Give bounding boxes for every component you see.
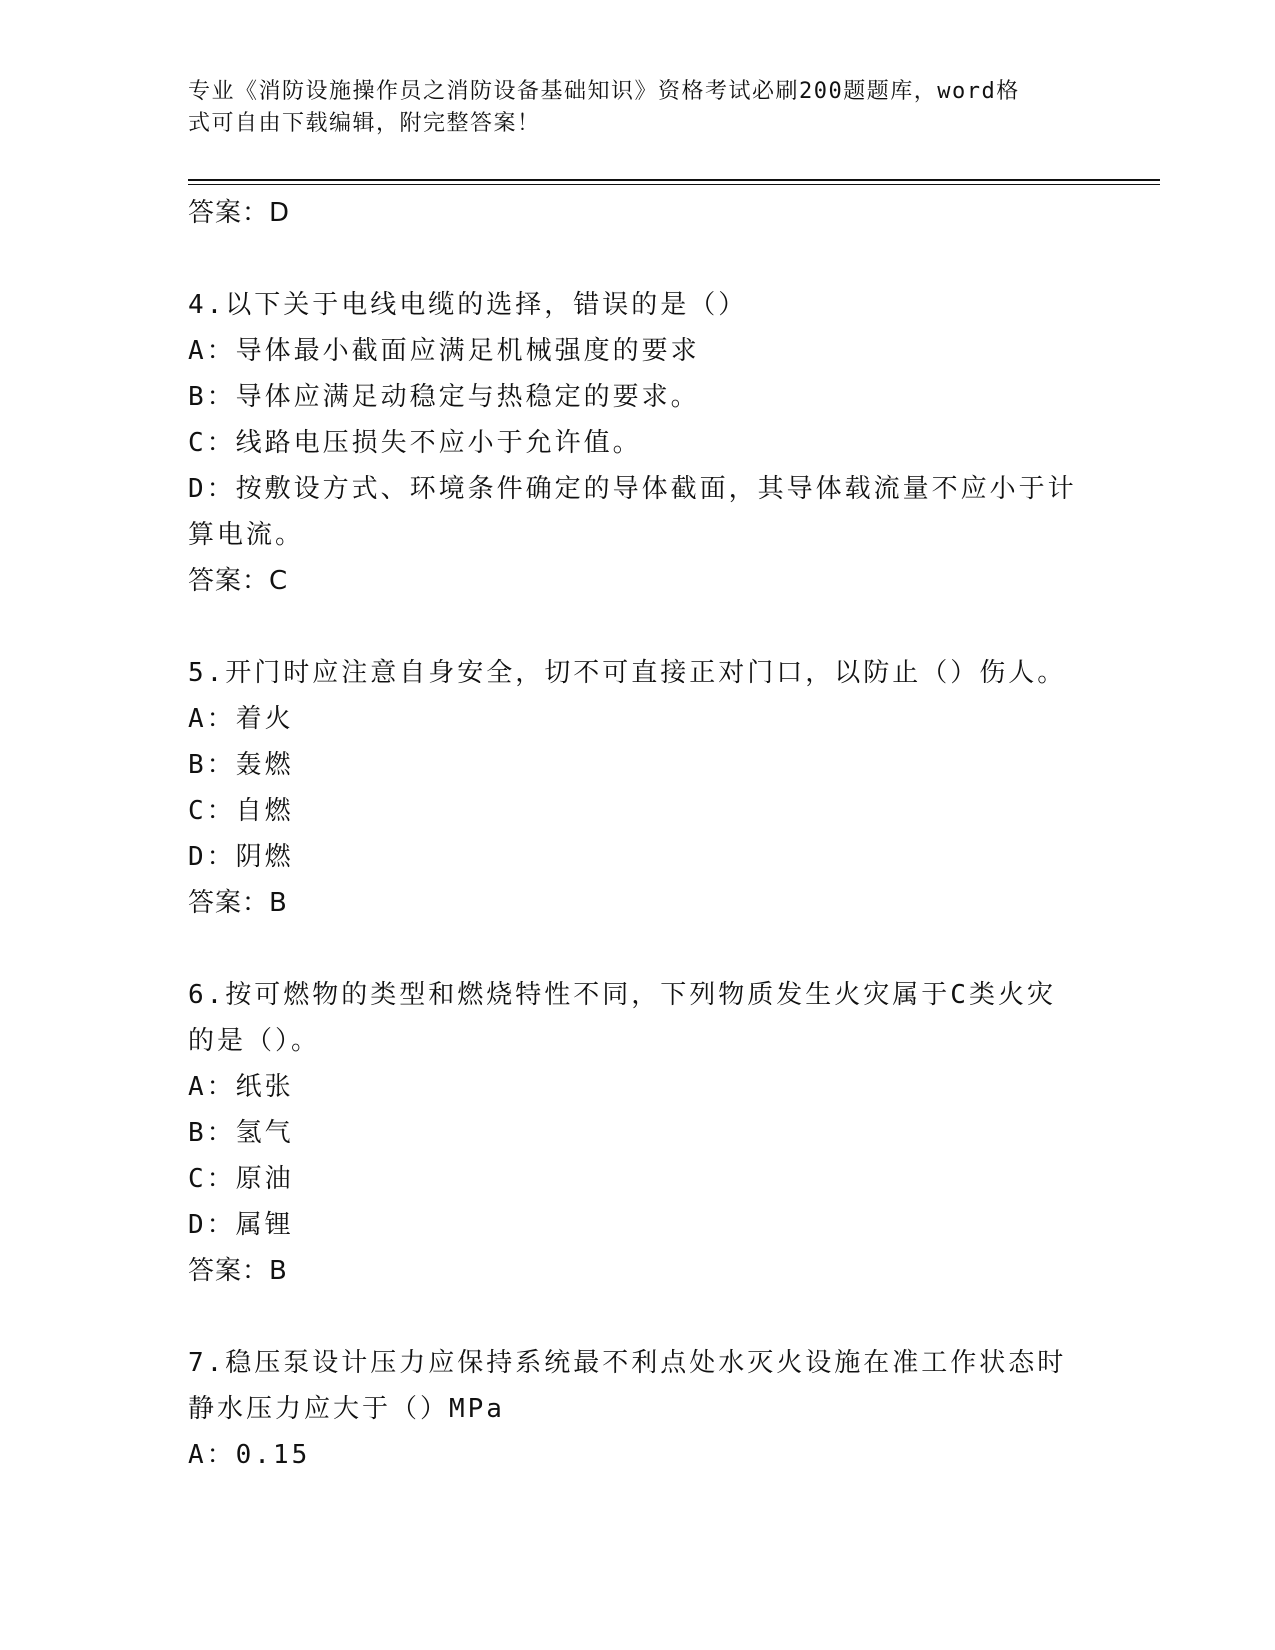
option-d: D：阴燃: [188, 842, 294, 872]
option-c: C：自燃: [188, 796, 294, 826]
question-block: [188, 972, 1088, 1294]
document-header: [188, 76, 1068, 140]
question-block: [188, 1340, 1088, 1478]
header-line-1: 专业《消防设施操作员之消防设备基础知识》资格考试必刷200题题库，word格: [188, 79, 1020, 104]
question-stem-continued: 的是（）。: [188, 1026, 321, 1056]
option-c: C：线路电压损失不应小于允许值。: [188, 428, 642, 458]
option-a: A：导体最小截面应满足机械强度的要求: [188, 336, 700, 366]
option-d: D：按敷设方式、环境条件确定的导体截面，其导体载流量不应小于计: [188, 474, 1077, 504]
option-a: A：纸张: [188, 1072, 294, 1102]
option-b: B：轰燃: [188, 750, 294, 780]
question-stem: 5.开门时应注意自身安全，切不可直接正对门口，以防止（）伤人。: [188, 658, 1067, 688]
question-block: [188, 650, 1088, 926]
option-c: C：原油: [188, 1164, 294, 1194]
option-d: D：属锂: [188, 1210, 294, 1240]
option-a: A：着火: [188, 704, 294, 734]
header-rule-thick: [188, 179, 1160, 181]
answer-line: 答案：B: [188, 1256, 288, 1286]
question-stem: 4.以下关于电线电缆的选择，错误的是（）: [188, 290, 748, 320]
answer-line: 答案：C: [188, 566, 289, 596]
answer-line: 答案：D: [188, 198, 291, 228]
option-b: B：导体应满足动稳定与热稳定的要求。: [188, 382, 700, 412]
option-a: A：0.15: [188, 1440, 311, 1470]
question-stem: 6.按可燃物的类型和燃烧特性不同，下列物质发生火灾属于C类火灾: [188, 980, 1056, 1010]
question-stem-continued: 静水压力应大于（）MPa: [188, 1394, 505, 1424]
question-block: [188, 282, 1088, 604]
header-line-2: 式可自由下载编辑，附完整答案！: [188, 111, 541, 136]
option-d-continued: 算电流。: [188, 520, 305, 550]
question-list: [188, 190, 1088, 1478]
question-stem: 7.稳压泵设计压力应保持系统最不利点处水灭火设施在准工作状态时: [188, 1348, 1067, 1378]
header-rule-thin: [188, 184, 1160, 185]
answer-line: 答案：B: [188, 888, 288, 918]
option-b: B：氢气: [188, 1118, 294, 1148]
